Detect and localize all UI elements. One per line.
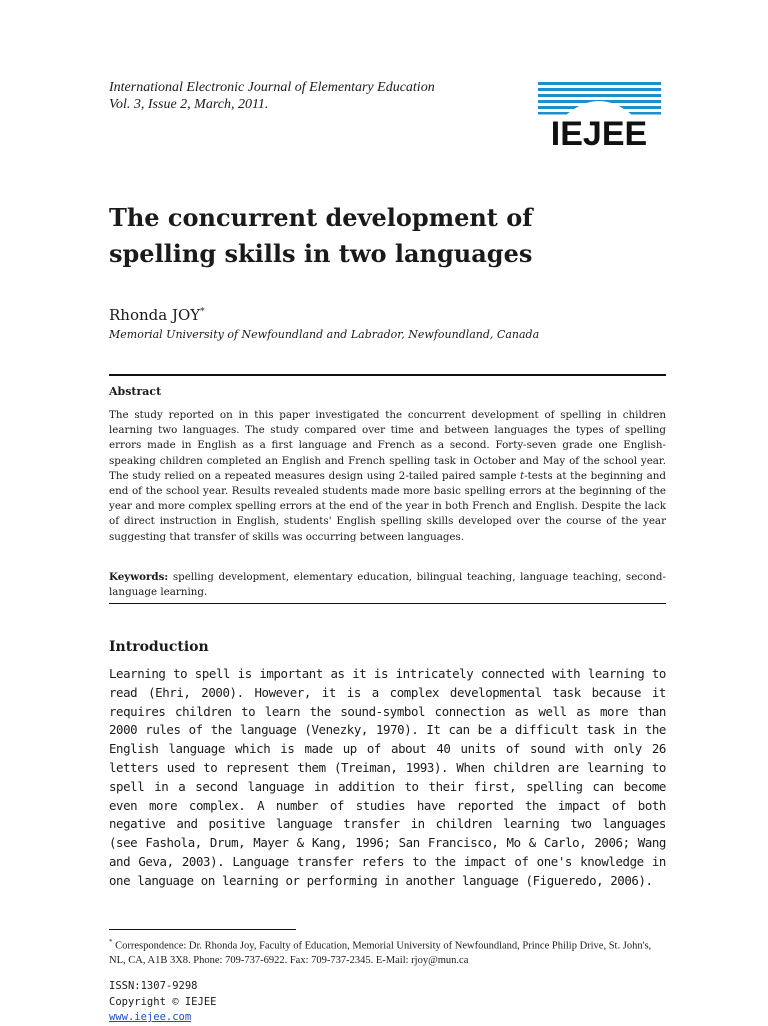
title-line-2: spelling skills in two languages [109,239,533,268]
journal-name: International Electronic Journal of Elementary Education [109,80,435,95]
footnote-text: Correspondence: Dr. Rhonda Joy, Faculty of Education, Memorial University of Newfoundland, Prince Philip Drive, St. John's, NL, CA, A1B 3X8. Phone: 709-737-6922. Fax: 709-737-2345. E-Mail: rjoy@mun.ca [109,940,652,966]
author-name: Rhonda JOY [109,306,201,324]
issn: ISSN:1307-9298 [109,980,198,992]
abstract-text [109,408,666,545]
article-title [109,200,533,272]
introduction-text: Learning to spell is important as it is intricately connected with learning to read (Ehri, 2000). However, it is a complex developmental task because it requires children to learn the sound-symbol connection as well as more than 2000 rules of the language (Venezky, 1970). It can be a difficult task in the English language which is made up of about 40 units of sound with only 26 letters used to represent them (Treiman, 1993). When children are learning to spell in a second language in addition to their first, spelling can become even more complex. A number of studies have reported the impact of both negative and positive language transfer in children learning two languages (see Fashola, Drum, Mayer & Kang, 1996; San Francisco, Mo & Carlo, 2006; Wang and Geva, 2003). Language transfer refers to the impact of one's knowledge in one language on learning or performing in another language (Figueredo, 2006). [109,666,666,888]
author [109,306,205,324]
footnote-rule [109,929,296,930]
abstract-text-part-2: -tests at the beginning and end of the school year. Results revealed students made more basic spelling errors at the beginning of the year and more complex spelling errors at the end of the year in both French and English. Despite the lack of direct instruction in English, students' English spelling skills developed over the course of the year suggesting that transfer of skills was occurring between languages. [109,469,666,543]
title-line-1: The concurrent development of [109,203,533,232]
journal-header [109,79,435,113]
logo-arch [566,101,632,115]
copyright: Copyright © IEJEE [109,995,217,1008]
iejee-logo [536,82,663,148]
keywords-label: Keywords: [109,571,169,583]
keywords-list: spelling development, elementary education, bilingual teaching, language teaching, second-language learning. [109,571,666,599]
keywords [109,570,666,600]
website-link[interactable]: www.iejee.com [109,1011,192,1023]
author-affiliation: Memorial University of Newfoundland and Labrador, Newfoundland, Canada [109,328,540,341]
abstract-heading: Abstract [109,385,162,398]
author-footnote-mark: * [200,307,205,317]
footnote [109,935,669,968]
page-footer [109,979,216,1026]
footnote-mark: * [109,938,113,946]
abstract-bottom-rule [109,603,666,604]
introduction-heading: Introduction [109,639,209,655]
abstract-t-italic: t [520,469,525,482]
abstract-text-part-1: The study reported on in this paper investigated the concurrent development of spelling in children learning two languages. The study compared over time and between languages the types of spelling errors made in English as a first language and French as a second. Forty-seven grade one English-speaking children completed an English and French spelling task in October and May of the school year. The study relied on a repeated measures design using 2-tailed paired sample [109,409,666,482]
journal-volume: Vol. 3, Issue 2, March, 2011. [109,97,269,112]
abstract-top-rule [109,374,666,376]
logo-text: IEJEE [550,115,648,148]
